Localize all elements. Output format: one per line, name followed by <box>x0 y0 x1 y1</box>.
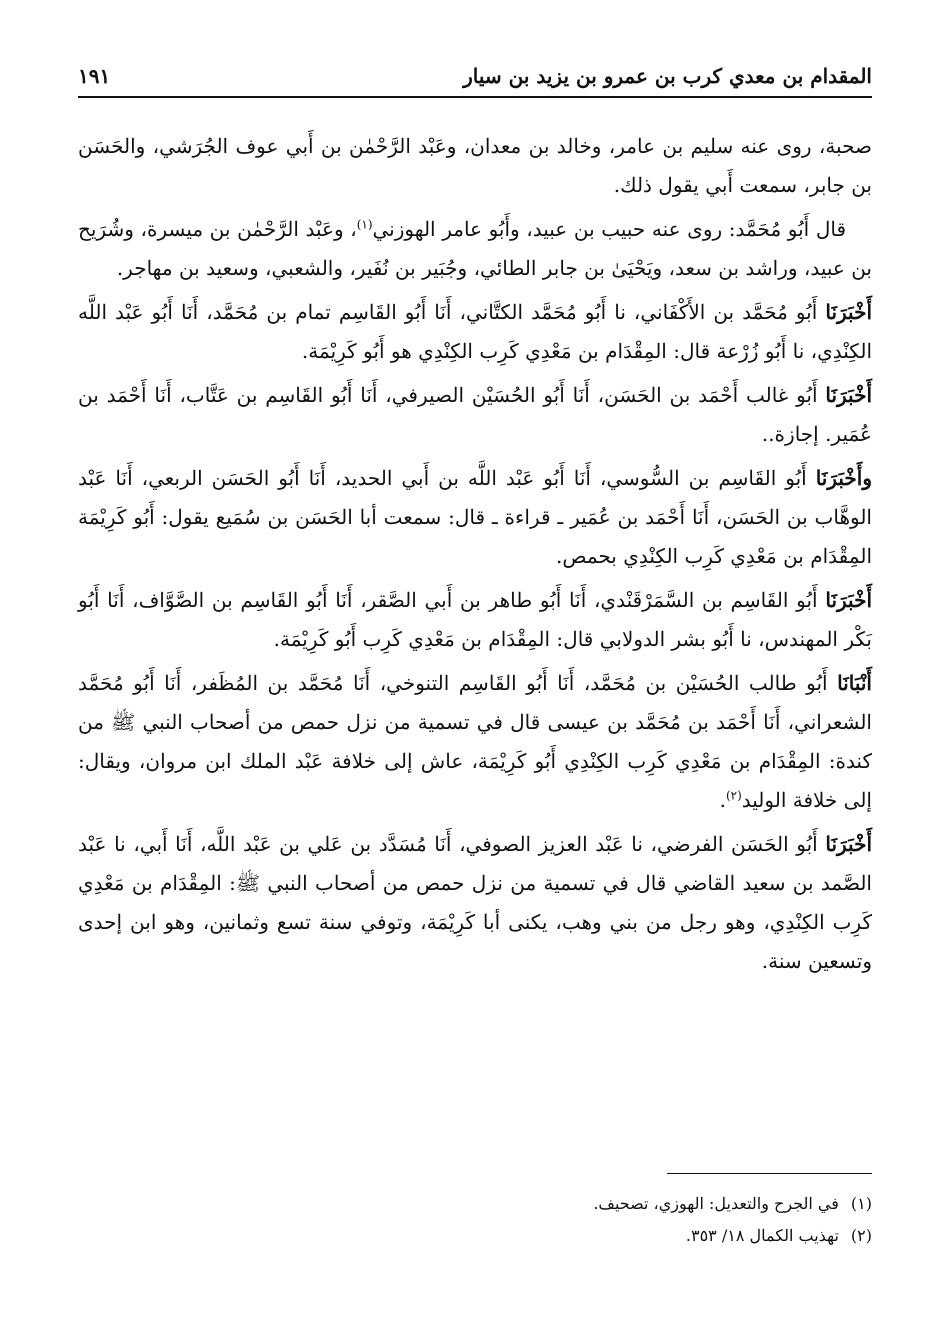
narration-lead: أَنْبَانَا <box>837 671 872 695</box>
narration-lead: أَخْبَرَنَا <box>825 300 872 324</box>
page-number: ١٩١ <box>78 64 111 88</box>
footnote-ref: (١) <box>356 217 373 232</box>
main-text <box>78 127 872 986</box>
paragraph-text: أَبُو القَاسِم بن السَّمَرْقَنْدي، أَنَا أَبُو طاهر بن أَبي الصَّقر، أَنَا أَبُو القَاسِم بن الصَّوَّاف، أَنَا أَبُو بَكْر المهندس، نا أَبُو بشر الدولابي قال: المِقْدَام بن مَعْدِي كَرِب أَبُو كَرِيْمَة. <box>78 588 872 651</box>
paragraph <box>78 459 872 576</box>
page-header <box>78 56 872 98</box>
paragraph <box>78 293 872 371</box>
paragraph-text-cont: ، وعَبْد الرَّحْمٰن بن ميسرة، وشُرَيح بن عبيد، وراشد بن سعد، ويَحْيَىٰ بن جابر الطائي، وجُبَير بن نُفَير، والشعبي، وسعيد بن مهاجر. <box>78 217 872 280</box>
paragraph-text: أَبُو مُحَمَّد بن الأَكْفَاني، نا أَبُو مُحَمَّد الكتَّاني، أَنَا أَبُو القَاسِم تمام بن مُحَمَّد، أَنَا أَبُو عَبْد اللَّه الكِنْدِي، نا أَبُو زُرْعة قال: المِقْدَام بن مَعْدِي كَرِب الكِنْدِي هو أَبُو كَرِيْمَة. <box>78 300 872 363</box>
paragraph <box>78 210 872 288</box>
footnote-text: في الجرح والتعديل: الهوزي، تصحيف. <box>593 1194 839 1213</box>
narration-lead: أَخْبَرَنَا <box>825 383 873 407</box>
paragraph-text: قال أَبُو مُحَمَّد: روى عنه حبيب بن عبيد، وأَبُو عامر الهوزني <box>372 217 847 241</box>
footnote <box>78 1220 872 1252</box>
paragraph-text: أَبُو طالب الحُسَيْن بن مُحَمَّد، أَنَا أَبُو القَاسِم التنوخي، أَنَا مُحَمَّد بن المُظَفر، أَنَا أَبُو مُحَمَّد الشعراني، أَنَا أَحْمَد بن مُحَمَّد بن عيسى قال في تسمية من نزل حمص من أصحاب النبي ﷺ من كندة: المِقْدَام بن مَعْدِي كَرِب الكِنْدِي أَبُو كَرِيْمَة، عاش إلى خلافة عَبْد الملك ابن مروان، ويقال: إلى خلافة الوليد <box>78 671 872 812</box>
paragraph <box>78 581 872 659</box>
paragraph-text: أَبُو القَاسِم بن السُّوسي، أَنَا أَبُو عَبْد اللَّه بن أَبي الحديد، أَنَا أَبُو الحَسَن الربعي، أَنَا عَبْد الوهَّاب بن الحَسَن، أَنَا أَحْمَد بن عُمَير ـ قراءة ـ قال: سمعت أبا الحَسَن بن سُمَيع يقول: أَبُو كَرِيْمَة المِقْدَام بن مَعْدِي كَرِب الكِنْدِي بحمص. <box>78 466 872 568</box>
footnote-text: تهذيب الكمال ١٨/ ٣٥٣. <box>685 1226 839 1245</box>
footnote <box>78 1188 872 1220</box>
paragraph <box>78 376 872 454</box>
paragraph-text: أَبُو غالب أَحْمَد بن الحَسَن، أَنَا أَبُو الحُسَيْن الصيرفي، أَنَا أَبُو القَاسِم بن عَتَّاب، أَنَا أَحْمَد بن عُمَير. إجازة.. <box>78 383 872 446</box>
footnote-divider <box>667 1173 872 1174</box>
footnote-number: (١) <box>850 1194 872 1213</box>
narration-lead: أَخْبَرَنَا <box>825 588 873 612</box>
footnote-ref: (٢) <box>725 788 742 803</box>
paragraph-text: أَبُو الحَسَن الفرضي، نا عَبْد العزيز الصوفي، أَنَا مُسَدَّد بن عَلي بن عَبْد اللَّه، أَنَا أَبي، نا عَبْد الصَّمد بن سعيد القاضي قال في تسمية من نزل حمص من أصحاب النبي ﷺ: المِقْدَام بن مَعْدِي كَرِب الكِنْدِي، وهو رجل من بني وهب، يكنى أبا كَرِيْمَة، وتوفي سنة تسع وثمانين، وهو ابن إحدى وتسعين سنة. <box>78 832 872 973</box>
paragraph <box>78 127 872 205</box>
paragraph <box>78 825 872 981</box>
footnotes <box>78 1188 872 1252</box>
footnote-number: (٢) <box>850 1226 872 1245</box>
paragraph-text: صحبة، روى عنه سليم بن عامر، وخالد بن معدان، وعَبْد الرَّحْمٰن بن أَبي عوف الجُرَشي، والحَسَن بن جابر، سمعت أَبي يقول ذلك. <box>78 134 872 197</box>
running-title: المقدام بن معدي كرب بن عمرو بن يزيد بن سيار <box>463 64 872 88</box>
narration-lead: أَخْبَرَنَا <box>825 832 873 856</box>
paragraph-text-cont: . <box>719 788 726 812</box>
paragraph <box>78 664 872 820</box>
narration-lead: وأَخْبَرَنَا <box>815 466 873 490</box>
